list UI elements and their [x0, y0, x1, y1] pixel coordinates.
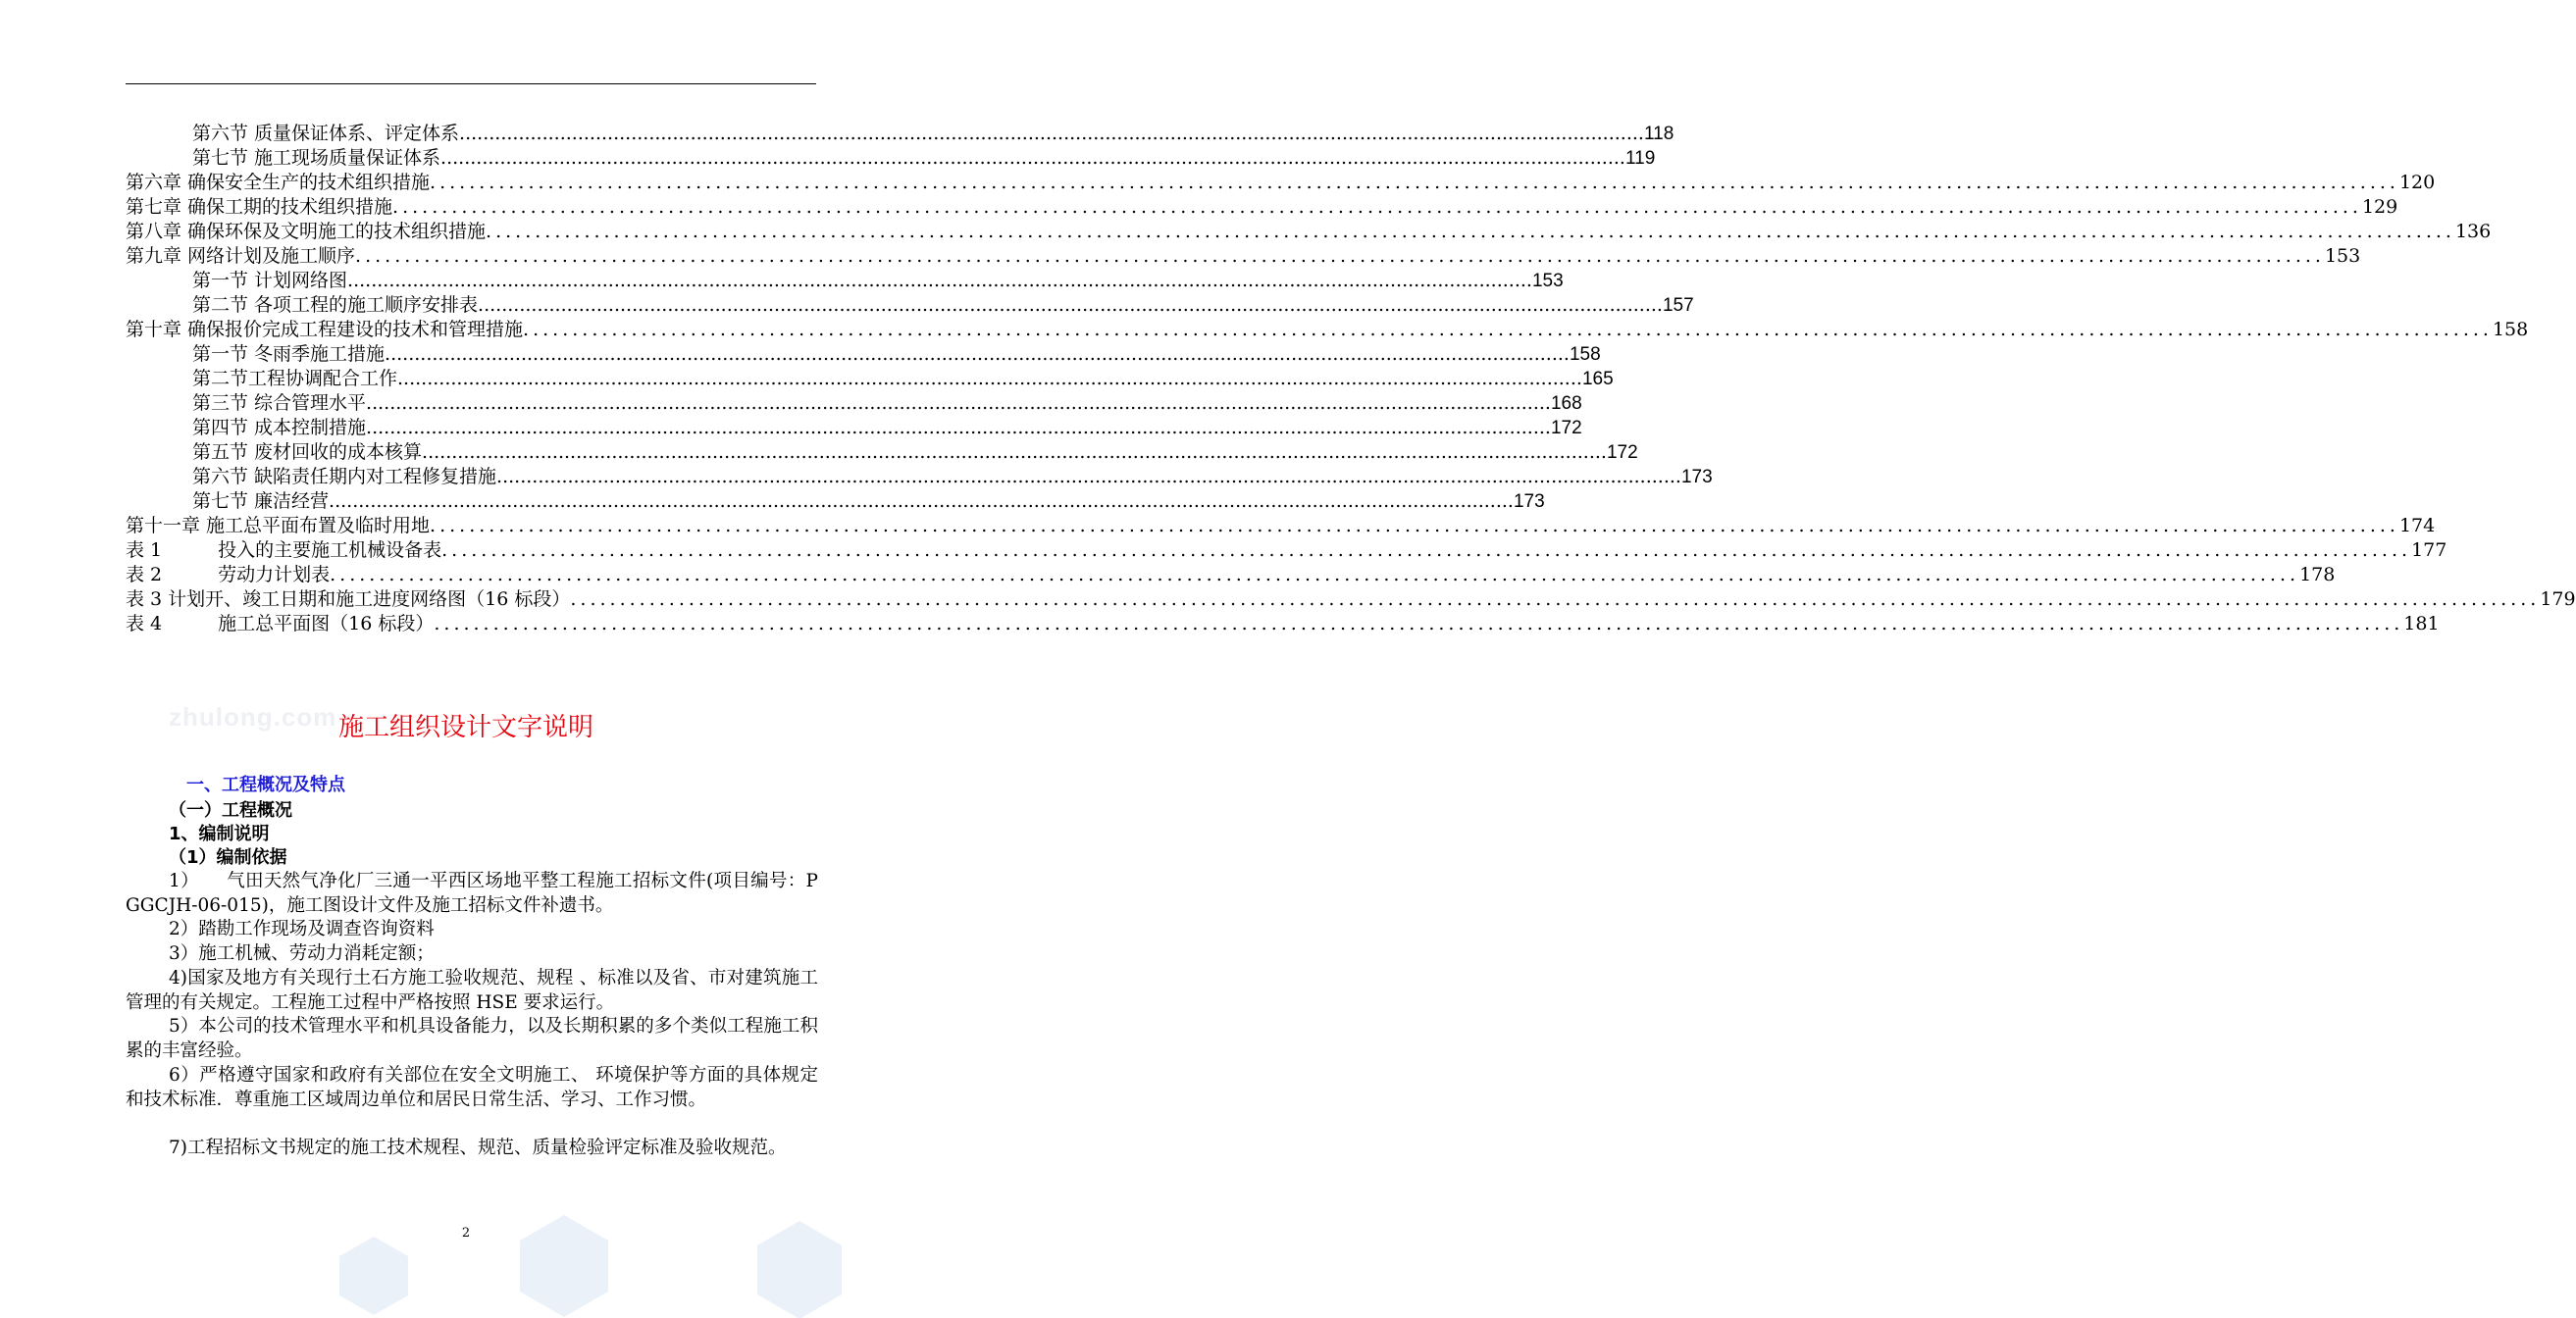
- toc-entry-page: 120: [2398, 172, 2436, 193]
- toc-entry-page: 158: [1569, 344, 1601, 365]
- toc-leader-dots: ........................................................................................................................................................................................................: [570, 588, 2541, 610]
- toc-leader-dots: ........................................................................................................................................................................................................: [329, 490, 1514, 512]
- toc-entry[interactable]: [126, 318, 2529, 342]
- toc-entry-title: 第十一章 施工总平面布置及临时用地: [126, 515, 431, 536]
- paragraph-heading: （1）编制依据: [169, 847, 287, 868]
- toc-entry[interactable]: [192, 342, 1601, 367]
- toc-entry-title: 第七节 施工现场质量保证体系: [192, 147, 441, 169]
- watermark: zhulong.com: [169, 702, 337, 732]
- toc-leader-dots: ........................................................................................................................................................................................................: [434, 613, 2404, 634]
- toc-entry[interactable]: [192, 122, 1674, 146]
- toc-leader-dots: ........................................................................................................................................................................................................: [430, 515, 2399, 536]
- toc-leader-dots: ........................................................................................................................................................................................................: [330, 564, 2300, 585]
- toc-entry-title: 第九章 网络计划及施工顺序: [126, 245, 356, 267]
- toc-entry-title: 表 1 投入的主要施工机械设备表: [126, 539, 442, 561]
- toc-entry[interactable]: [126, 244, 2361, 269]
- toc-entry-title: 第二节 各项工程的施工顺序安排表: [192, 294, 479, 316]
- toc-entry[interactable]: [192, 489, 1545, 514]
- toc-entry[interactable]: [126, 171, 2436, 195]
- paragraph-3: 3）施工机械、劳动力消耗定额；: [169, 943, 435, 964]
- toc-entry-title: 第一节 计划网络图: [192, 270, 348, 291]
- toc-entry-page: 177: [2411, 539, 2447, 561]
- toc-entry[interactable]: [126, 195, 2398, 220]
- toc-leader-dots: ........................................................................................................................................................................................................: [441, 539, 2412, 561]
- toc-leader-dots: ........................................................................................................................................................................................................: [496, 466, 1681, 487]
- section-heading: 一、工程概况及特点: [186, 775, 345, 795]
- toc-entry[interactable]: [126, 587, 2576, 612]
- toc-leader-dots: ........................................................................................................................................................................................................: [366, 392, 1551, 414]
- toc-entry-page: 172: [1606, 442, 1638, 463]
- toc-entry-page: 181: [2403, 613, 2440, 634]
- paragraph-5: 5）本公司的技术管理水平和机具设备能力，以及长期积累的多个类似工程施工积累的丰富经验。: [126, 1016, 818, 1061]
- toc-leader-dots: ........................................................................................................................................................................................................: [397, 368, 1582, 389]
- page-number: 2: [461, 1226, 471, 1241]
- toc-entry[interactable]: [192, 146, 1656, 171]
- snowflake-decoration-icon: [746, 1216, 853, 1318]
- toc-entry-page: 119: [1624, 148, 1656, 169]
- toc-entry-page: 165: [1581, 369, 1614, 389]
- toc-entry-page: 179: [2540, 588, 2576, 610]
- toc-entry-title: 表 3 计划开、竣工日期和施工进度网络图（16 标段）: [126, 588, 571, 610]
- toc-entry-page: 153: [2324, 245, 2361, 267]
- toc-leader-dots: ........................................................................................................................................................................................................: [523, 319, 2493, 340]
- toc-entry-title: 第五节 废材回收的成本核算: [192, 441, 423, 463]
- toc-entry[interactable]: [126, 220, 2492, 244]
- subsection-heading: （一）工程概况: [169, 800, 292, 821]
- toc-entry-page: 174: [2398, 515, 2436, 536]
- toc-entry-title: 第六节 质量保证体系、评定体系: [192, 123, 460, 144]
- document-title: 施工组织设计文字说明: [337, 713, 593, 742]
- toc-entry-page: 136: [2454, 221, 2492, 242]
- paragraph-2: 2）踏勘工作现场及调查咨询资料: [169, 919, 435, 939]
- toc-entry-title: 第三节 综合管理水平: [192, 392, 367, 414]
- toc-leader-dots: ........................................................................................................................................................................................................: [486, 221, 2455, 242]
- toc-leader-dots: ........................................................................................................................................................................................................: [366, 417, 1551, 438]
- toc-entry[interactable]: [192, 269, 1564, 293]
- toc-entry[interactable]: [192, 465, 1713, 489]
- toc-entry[interactable]: [192, 440, 1638, 465]
- toc-entry-page: 157: [1662, 295, 1694, 316]
- toc-leader-dots: ........................................................................................................................................................................................................: [347, 270, 1532, 291]
- toc-leader-dots: ........................................................................................................................................................................................................: [430, 172, 2399, 193]
- toc-entry[interactable]: [192, 416, 1582, 440]
- paragraph-1: 1） 气田天然气净化厂三通一平西区场地平整工程施工招标文件(项目编号：PGGCJH-06-015)，施工图设计文件及施工招标文件补遗书。: [126, 871, 818, 916]
- toc-entry-title: 表 2 劳动力计划表: [126, 564, 331, 585]
- toc-entry-page: 168: [1550, 393, 1582, 414]
- toc-entry[interactable]: [126, 538, 2447, 563]
- toc-entry[interactable]: [126, 563, 2336, 587]
- toc-entry-page: 172: [1550, 418, 1582, 438]
- toc-leader-dots: ........................................................................................................................................................................................................: [440, 147, 1625, 169]
- toc-leader-dots: ........................................................................................................................................................................................................: [478, 294, 1663, 316]
- toc-leader-dots: ........................................................................................................................................................................................................: [355, 245, 2325, 267]
- header-rule: [126, 83, 816, 84]
- toc-entry[interactable]: [192, 293, 1694, 318]
- toc-entry-title: 第七节 廉洁经营: [192, 490, 330, 512]
- toc-entry-title: 第十章 确保报价完成工程建设的技术和管理措施: [126, 319, 524, 340]
- toc-entry-page: 173: [1513, 491, 1545, 512]
- sub-subsection-heading: 1、编制说明: [169, 824, 270, 844]
- toc-leader-dots: ........................................................................................................................................................................................................: [385, 343, 1570, 365]
- paragraph-4: 4)国家及地方有关现行土石方施工验收规范、规程 、标准以及省、市对建筑施工管理的有关规定。工程施工过程中严格按照 HSE 要求运行。: [126, 968, 818, 1013]
- paragraph-6: 6）严格遵守国家和政府有关部位在安全文明施工、 环境保护等方面的具体规定和技术标准．尊重施工区域周边单位和居民日常生活、学习、工作习惯。: [126, 1065, 818, 1110]
- toc-entry-page: 178: [2299, 564, 2336, 585]
- toc-entry-title: 第二节工程协调配合工作: [192, 368, 398, 389]
- toc-entry[interactable]: [192, 367, 1614, 391]
- toc-entry[interactable]: [192, 391, 1582, 416]
- toc-entry-page: 153: [1531, 271, 1564, 291]
- toc-leader-dots: ........................................................................................................................................................................................................: [392, 196, 2362, 218]
- toc-entry-page: 118: [1643, 124, 1674, 144]
- toc-entry-page: 158: [2492, 319, 2529, 340]
- snowflake-decoration-icon: [510, 1212, 618, 1318]
- toc-entry-page: 129: [2361, 196, 2398, 218]
- toc-leader-dots: ........................................................................................................................................................................................................: [459, 123, 1644, 144]
- toc-entry[interactable]: [126, 514, 2436, 538]
- toc-entry-title: 第七章 确保工期的技术组织措施: [126, 196, 393, 218]
- snowflake-decoration-icon: [332, 1234, 416, 1318]
- paragraph-7: 7)工程招标文书规定的施工技术规程、规范、质量检验评定标准及验收规范。: [169, 1138, 787, 1158]
- toc-leader-dots: ........................................................................................................................................................................................................: [422, 441, 1607, 463]
- toc-entry-page: 173: [1680, 467, 1713, 487]
- toc-entry-title: 第八章 确保环保及文明施工的技术组织措施: [126, 221, 487, 242]
- toc-entry-title: 第六章 确保安全生产的技术组织措施: [126, 172, 431, 193]
- toc-entry[interactable]: [126, 612, 2440, 636]
- toc-entry-title: 第四节 成本控制措施: [192, 417, 367, 438]
- toc-entry-title: 表 4 施工总平面图（16 标段）: [126, 613, 435, 634]
- toc-entry-title: 第六节 缺陷责任期内对工程修复措施: [192, 466, 497, 487]
- toc-entry-title: 第一节 冬雨季施工措施: [192, 343, 386, 365]
